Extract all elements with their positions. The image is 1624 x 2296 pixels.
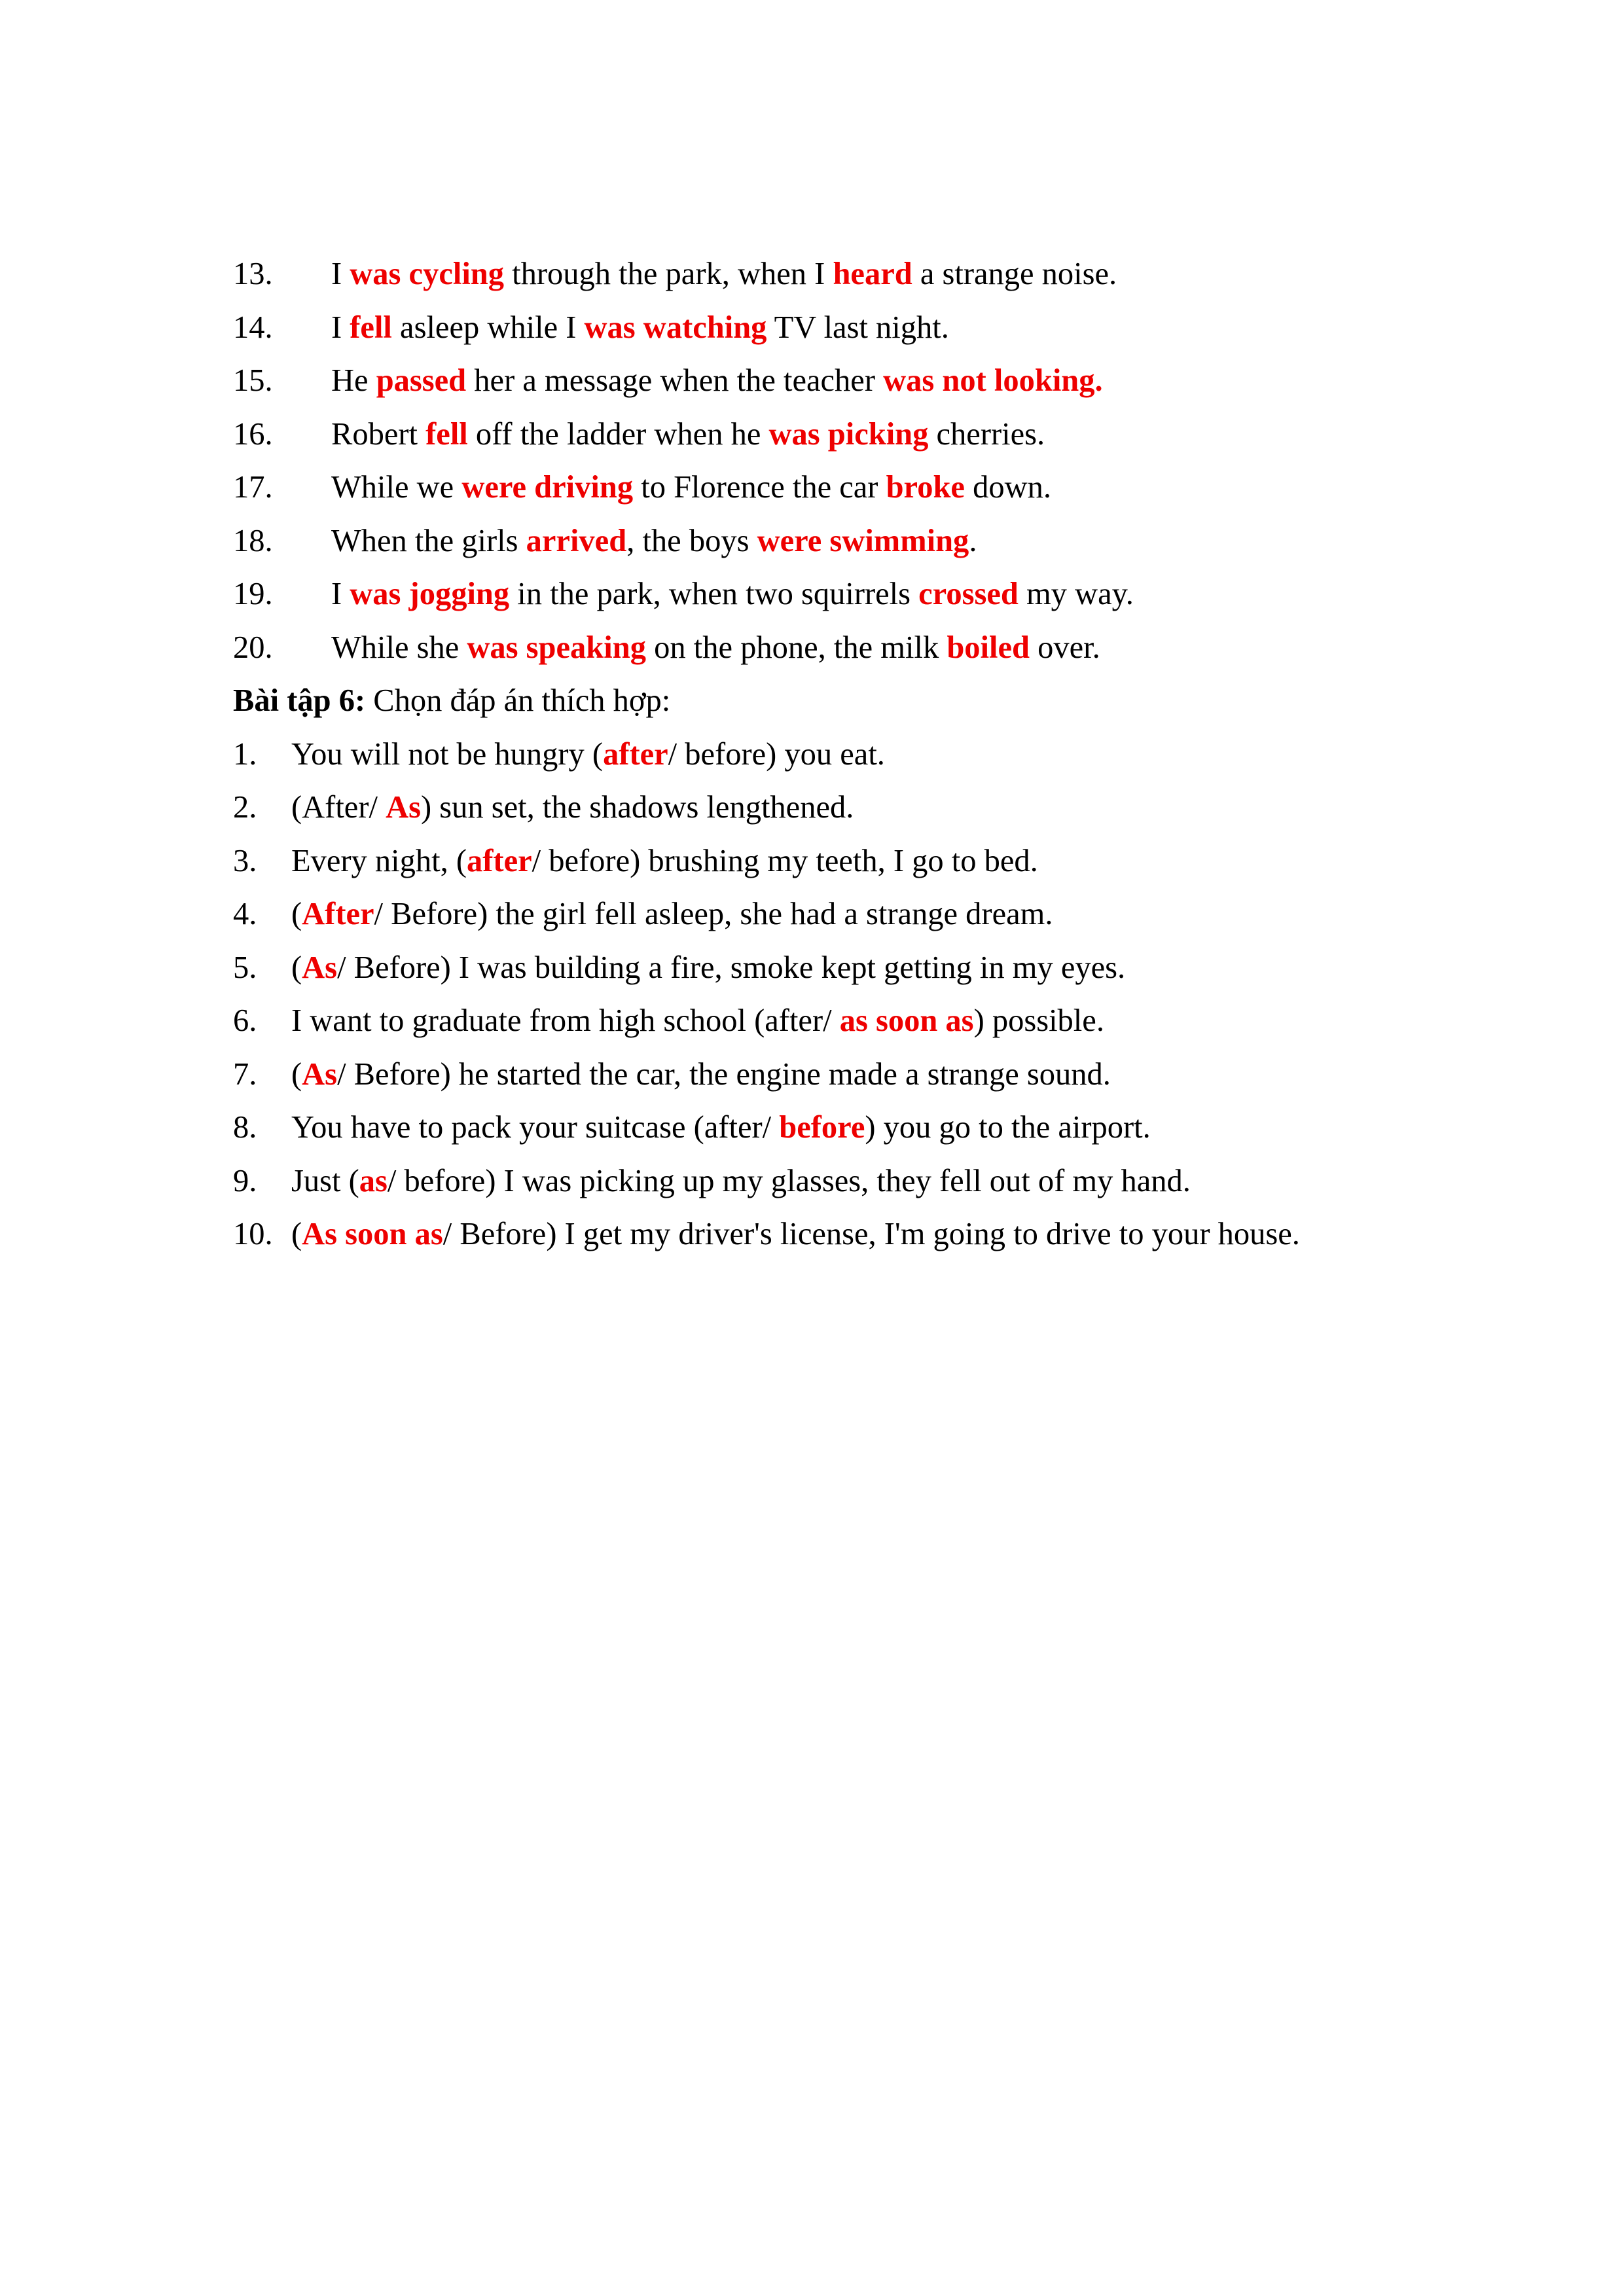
sentence-text: Every night, ( bbox=[291, 843, 467, 878]
sentence-text: ) sun set, the shadows lengthened. bbox=[421, 790, 854, 825]
sentence-text: While we bbox=[331, 470, 462, 505]
sentence-text: . bbox=[969, 523, 977, 558]
sentence-text: / Before) I was building a fire, smoke kept getting in my eyes. bbox=[337, 950, 1126, 985]
item-number: 5. bbox=[233, 950, 257, 985]
exercise5-item bbox=[233, 621, 1509, 675]
sentence-text: He bbox=[331, 363, 376, 398]
answer-highlight: was not looking. bbox=[883, 363, 1103, 398]
item-number: 4. bbox=[233, 897, 257, 931]
answer-highlight: was cycling bbox=[350, 257, 505, 291]
item-sentence bbox=[331, 577, 1134, 611]
exercise5-item bbox=[233, 301, 1509, 355]
sentence-text: in the park, when two squirrels bbox=[509, 577, 919, 611]
sentence-text: down. bbox=[964, 470, 1051, 505]
item-number: 1. bbox=[233, 736, 257, 772]
sentence-text: (After/ bbox=[291, 790, 386, 825]
answer-highlight: were swimming bbox=[757, 523, 969, 558]
sentence-text: a strange noise. bbox=[912, 257, 1117, 291]
sentence-text: off the ladder when he bbox=[467, 416, 769, 452]
sentence-text: on the phone, the milk bbox=[645, 630, 947, 665]
exercise-5-list bbox=[233, 247, 1509, 674]
exercise5-item bbox=[233, 247, 1509, 301]
sentence-text: You have to pack your suitcase (after/ bbox=[291, 1110, 780, 1145]
item-sentence bbox=[291, 844, 1038, 878]
answer-highlight: As bbox=[302, 950, 338, 985]
item-sentence bbox=[331, 257, 1117, 291]
exercise5-item bbox=[233, 354, 1509, 408]
exercise6-item bbox=[233, 888, 1509, 941]
answer-highlight: broke bbox=[886, 470, 965, 505]
answer-highlight: As soon as bbox=[302, 1217, 443, 1251]
item-number: 15. bbox=[233, 363, 273, 398]
exercise-6-heading-label: Bài tập 6: bbox=[233, 683, 366, 718]
item-sentence bbox=[291, 1217, 1300, 1251]
answer-highlight: after bbox=[467, 843, 532, 878]
item-number: 8. bbox=[233, 1110, 257, 1145]
exercise5-item bbox=[233, 408, 1509, 461]
sentence-text: While she bbox=[331, 630, 467, 665]
sentence-text: Just ( bbox=[291, 1163, 359, 1198]
item-number: 18. bbox=[233, 523, 273, 558]
item-sentence bbox=[331, 363, 1103, 398]
sentence-text: / before) you eat. bbox=[668, 736, 885, 772]
answer-highlight: was watching bbox=[584, 310, 767, 345]
sentence-text: through the park, when I bbox=[504, 257, 833, 291]
sentence-text: / Before) he started the car, the engine made a strange sound. bbox=[337, 1056, 1111, 1092]
item-number: 14. bbox=[233, 310, 273, 345]
sentence-text: / Before) the girl fell asleep, she had a strange dream. bbox=[374, 897, 1053, 931]
answer-highlight: arrived bbox=[526, 523, 627, 558]
item-number: 17. bbox=[233, 470, 273, 505]
item-sentence bbox=[291, 737, 885, 772]
item-number: 6. bbox=[233, 1003, 257, 1038]
sentence-text: over. bbox=[1030, 630, 1100, 665]
exercise-6-heading bbox=[233, 674, 1509, 728]
exercise6-item bbox=[233, 994, 1509, 1048]
exercise6-item bbox=[233, 1048, 1509, 1102]
sentence-text: to Florence the car bbox=[633, 470, 886, 505]
item-number: 16. bbox=[233, 416, 273, 452]
exercise5-item bbox=[233, 567, 1509, 621]
answer-highlight: was picking bbox=[768, 416, 929, 452]
sentence-text: ( bbox=[291, 897, 302, 931]
item-number: 19. bbox=[233, 577, 273, 611]
item-sentence bbox=[331, 310, 949, 345]
exercise6-item bbox=[233, 1101, 1509, 1155]
item-number: 2. bbox=[233, 790, 257, 825]
exercise-6-list bbox=[233, 728, 1509, 1261]
item-sentence bbox=[331, 630, 1100, 665]
item-number: 9. bbox=[233, 1163, 257, 1198]
exercise6-item bbox=[233, 1208, 1509, 1261]
sentence-text: You will not be hungry ( bbox=[291, 736, 604, 772]
sentence-text: ( bbox=[291, 1056, 302, 1092]
sentence-text: ) you go to the airport. bbox=[865, 1110, 1151, 1145]
item-sentence bbox=[291, 1110, 1151, 1145]
answer-highlight: As bbox=[386, 790, 421, 825]
document-body bbox=[233, 247, 1509, 1261]
sentence-text: ( bbox=[291, 950, 302, 985]
sentence-text: my way. bbox=[1018, 577, 1134, 611]
item-sentence bbox=[291, 1057, 1111, 1092]
sentence-text: asleep while I bbox=[391, 310, 585, 345]
answer-highlight: as bbox=[359, 1163, 388, 1198]
sentence-text: I want to graduate from high school (after/ bbox=[291, 1003, 840, 1038]
item-sentence bbox=[291, 790, 854, 825]
answer-highlight: After bbox=[302, 897, 374, 931]
answer-highlight: passed bbox=[376, 363, 467, 398]
item-sentence bbox=[291, 1164, 1191, 1198]
item-number: 13. bbox=[233, 257, 273, 291]
sentence-text: ) possible. bbox=[973, 1003, 1104, 1038]
sentence-text: I bbox=[331, 257, 350, 291]
item-number: 20. bbox=[233, 630, 273, 665]
item-sentence bbox=[331, 417, 1045, 452]
sentence-text: / before) I was picking up my glasses, they fell out of my hand. bbox=[387, 1163, 1191, 1198]
item-number: 3. bbox=[233, 843, 257, 878]
item-sentence bbox=[291, 897, 1053, 931]
item-number: 7. bbox=[233, 1056, 257, 1092]
answer-highlight: was jogging bbox=[350, 577, 510, 611]
answer-highlight: was speaking bbox=[467, 630, 646, 665]
exercise6-item bbox=[233, 781, 1509, 834]
answer-highlight: as soon as bbox=[839, 1003, 974, 1038]
exercise5-item bbox=[233, 514, 1509, 568]
answer-highlight: before bbox=[779, 1110, 865, 1145]
exercise6-item bbox=[233, 834, 1509, 888]
item-sentence bbox=[291, 950, 1125, 985]
sentence-text: I bbox=[331, 577, 350, 611]
exercise-6-heading-instruction: Chọn đáp án thích hợp: bbox=[365, 683, 671, 718]
exercise6-item bbox=[233, 1155, 1509, 1208]
sentence-text: / before) brushing my teeth, I go to bed. bbox=[532, 843, 1038, 878]
answer-highlight: fell bbox=[350, 310, 392, 345]
sentence-text: ( bbox=[291, 1217, 302, 1251]
item-sentence bbox=[291, 1003, 1104, 1038]
item-sentence bbox=[331, 470, 1051, 505]
sentence-text: her a message when the teacher bbox=[466, 363, 884, 398]
exercise6-item bbox=[233, 941, 1509, 995]
item-number: 10. bbox=[233, 1217, 273, 1251]
answer-highlight: were driving bbox=[461, 470, 634, 505]
answer-highlight: crossed bbox=[918, 577, 1019, 611]
exercise6-item bbox=[233, 728, 1509, 781]
answer-highlight: fell bbox=[425, 416, 468, 452]
sentence-text: Robert bbox=[331, 416, 426, 452]
sentence-text: I bbox=[331, 310, 350, 345]
answer-highlight: boiled bbox=[947, 630, 1030, 665]
exercise5-item bbox=[233, 461, 1509, 514]
sentence-text: cherries. bbox=[928, 416, 1045, 452]
sentence-text: TV last night. bbox=[767, 310, 949, 345]
sentence-text: When the girls bbox=[331, 523, 526, 558]
answer-highlight: heard bbox=[833, 257, 912, 291]
sentence-text: / Before) I get my driver's license, I'm going to drive to your house. bbox=[442, 1217, 1300, 1251]
sentence-text: , the boys bbox=[626, 523, 757, 558]
answer-highlight: As bbox=[302, 1056, 338, 1092]
item-sentence bbox=[331, 524, 977, 558]
answer-highlight: after bbox=[603, 736, 668, 772]
